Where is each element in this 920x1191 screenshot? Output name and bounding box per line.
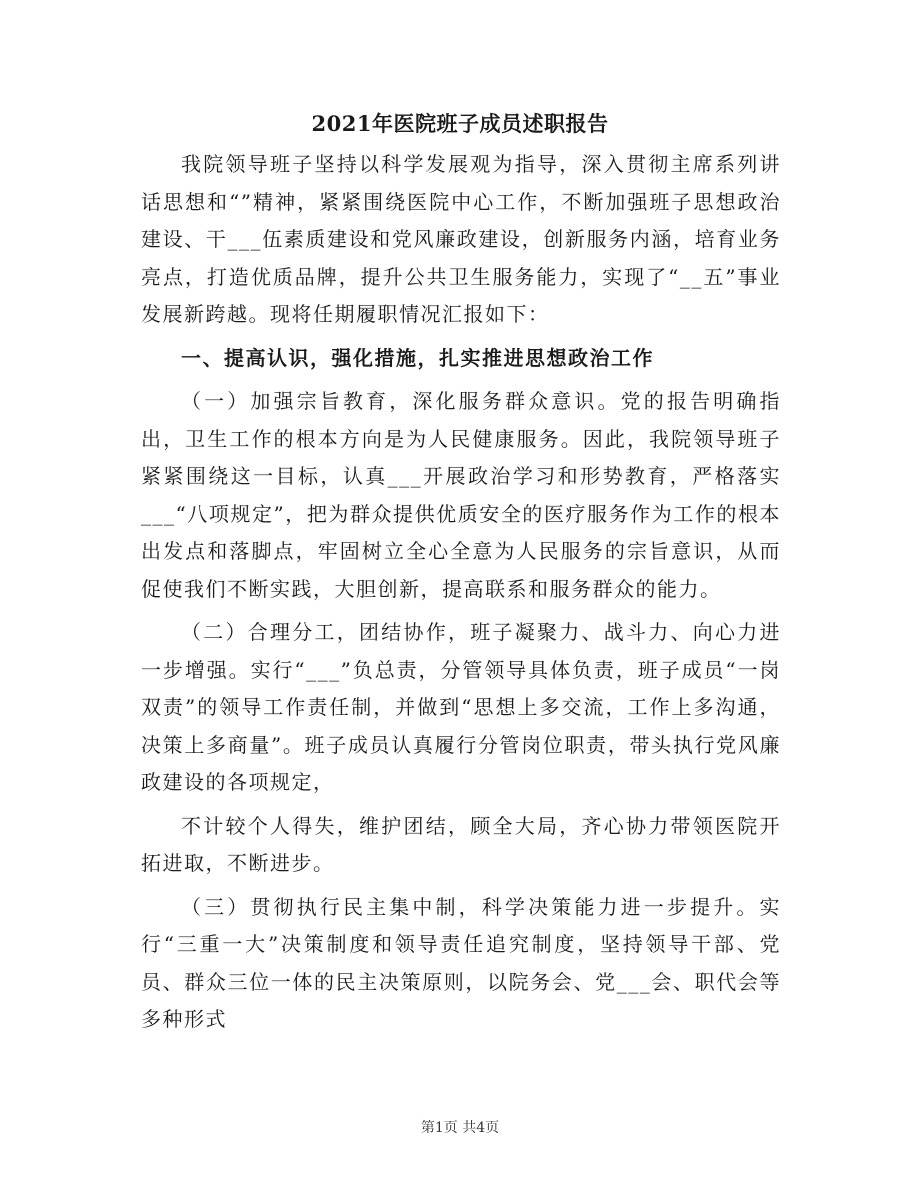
document-title: 2021年医院班子成员述职报告 (311, 111, 609, 136)
paragraph-intro: 我院领导班子坚持以科学发展观为指导，深入贯彻主席系列讲话思想和“”精神，紧紧围绕医院中心工作，不断加强班子思想政治建设、干___伍素质建设和党风廉政建设，创新服务内涵，培育业务亮点，打造优质品牌，提升公共卫生服务能力，实现了“__五”事业发展新跨越。现将任期履职情况汇报如下： (141, 152, 781, 326)
paragraph-1-2-continued: 不计较个人得失，维护团结，顾全大局，齐心协力带领医院开拓进取，不断进步。 (141, 813, 781, 875)
page-footer: 第1页 共4页 (420, 1120, 500, 1136)
paragraph-1-1: （一）加强宗旨教育，深化服务群众意识。党的报告明确指出，卫生工作的根本方向是为人民健康服务。因此，我院领导班子紧紧围绕这一目标，认真___开展政治学习和形势教育，严格落实___“八项规定”，把为群众提供优质安全的医疗服务作为工作的根本出发点和落脚点，牢固树立全心全意为人民服务的宗旨意识，从而促使我们不断实践，大胆创新，提高联系和服务群众的能力。 (141, 389, 781, 601)
section-heading-1: 一、提高认识，强化措施，扎实推进思想政治工作 (181, 345, 654, 370)
paragraph-1-3: （三）贯彻执行民主集中制，科学决策能力进一步提升。实行“三重一大”决策制度和领导责任追究制度，坚持领导干部、党员、群众三位一体的民主决策原则，以院务会、党___会、职代会等多种形式 (141, 894, 781, 1031)
paragraph-1-2: （二）合理分工，团结协作，班子凝聚力、战斗力、向心力进一步增强。实行“___”负总责，分管领导具体负责，班子成员“一岗双责”的领导工作责任制，并做到“思想上多交流，工作上多沟通，决策上多商量”。班子成员认真履行分管岗位职责，带头执行党风廉政建设的各项规定， (141, 620, 781, 794)
document-body (141, 146, 781, 1039)
